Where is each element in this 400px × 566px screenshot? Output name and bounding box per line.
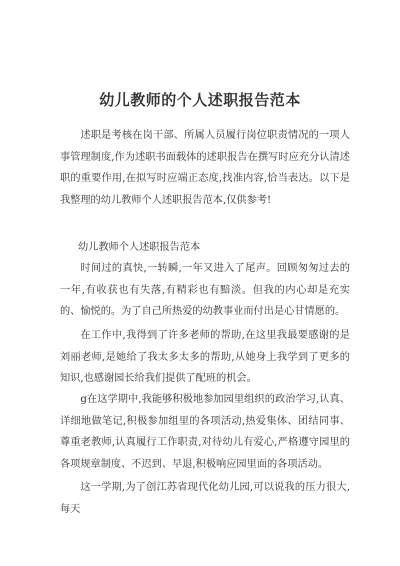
document-title: 幼儿教师的个人述职报告范本 — [99, 91, 301, 109]
body-paragraph: g在这学期中,我能够积极地参加园里组织的政治学习,认真、详细地做笔记,积极参加组里的各项活动,热爱集体、团结同事、尊重老教师,认真履行工作职责,对待幼儿有爱心,严格遵守园里的各项规章制度、不迟到、早退,积极响应园里面的各项活动。 — [60, 394, 350, 470]
body-paragraph: 在工作中,我得到了许多老师的帮助,在这里我最要感谢的是刘丽老师,是她给了我太多太多的帮助,从她身上我学到了更多的知识,也感谢园长给我们提供了配班的机会。 — [60, 330, 350, 384]
body-paragraph: 这一学期,为了创江苏省现代化幼儿园,可以说我的压力很大,每天 — [60, 482, 350, 515]
section-subheading: 幼儿教师个人述职报告范本 — [78, 242, 201, 253]
body-paragraph: 时间过的真快,一转瞬,一年又进入了尾声。回顾匆匆过去的一年,有收获也有失落,有精彩也有黯淡。但我的内心却是充实的、愉悦的。为了自己所热爱的幼教事业而付出是心甘情愿的。 — [60, 263, 350, 317]
intro-paragraph: 述职是考核在岗干部、所属人员履行岗位职责情况的一项人事管理制度,作为述职书面载体的述职报告在撰写时应充分认清述职的重要作用,在拟写时应端正态度,找准内容,恰当表达。以下是我整理的幼儿教师个人述职报告范本,仅供参考! — [60, 130, 350, 206]
